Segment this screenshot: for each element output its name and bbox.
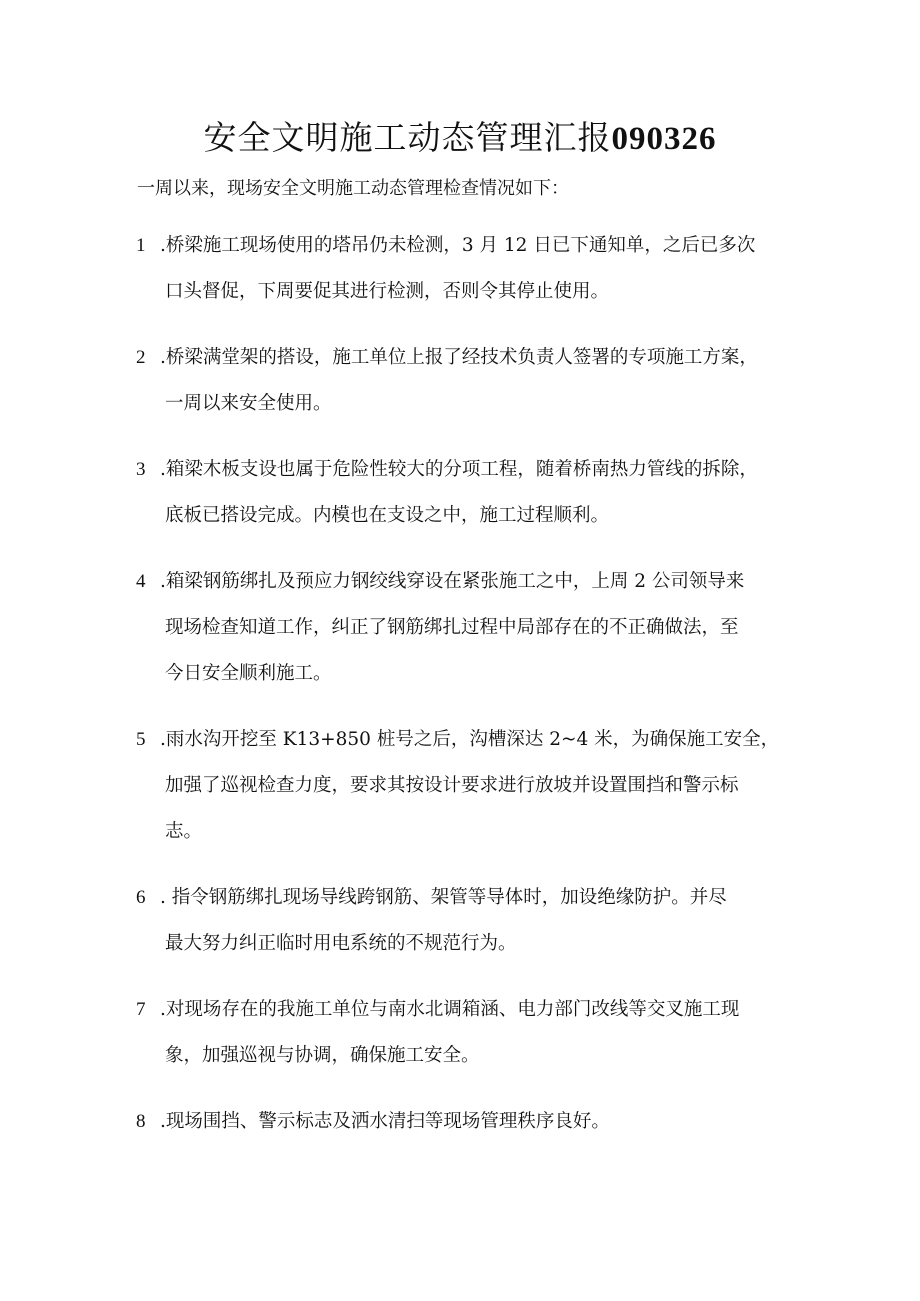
item-line: .箱梁木板支设也属于危险性较大的分项工程，随着桥南热力管线的拆除，	[160, 459, 758, 480]
item-line: 今日安全顺利施工。	[165, 663, 332, 684]
report-item	[0, 717, 920, 855]
report-item-list	[0, 223, 920, 1165]
item-number: 6	[136, 887, 146, 908]
intro-paragraph: 一周以来，现场安全文明施工动态管理检查情况如下：	[137, 178, 569, 199]
item-number: 8	[136, 1111, 146, 1132]
item-number: 5	[136, 729, 146, 750]
title-code: 090326	[611, 121, 717, 157]
report-item	[0, 1099, 920, 1145]
item-text	[160, 223, 790, 315]
report-item	[0, 987, 920, 1079]
item-text	[160, 875, 790, 967]
item-text	[160, 717, 790, 855]
item-text	[160, 335, 790, 427]
item-text	[160, 447, 790, 539]
report-item	[0, 223, 920, 315]
item-text	[160, 987, 790, 1079]
report-item	[0, 559, 920, 697]
item-line: 口头督促，下周要促其进行检测，否则令其停止使用。	[165, 281, 610, 302]
item-line: 最大努力纠正临时用电系统的不规范行为。	[165, 933, 517, 954]
item-number: 1	[136, 235, 146, 256]
report-item	[0, 447, 920, 539]
item-line: .现场围挡、警示标志及洒水清扫等现场管理秩序良好。	[160, 1111, 610, 1132]
item-line: 一周以来安全使用。	[165, 393, 332, 414]
item-line: 加强了巡视检查力度，要求其按设计要求进行放坡并设置围挡和警示标	[165, 775, 739, 796]
item-line: 现场检查知道工作，纠正了钢筋绑扎过程中局部存在的不正确做法，至	[165, 617, 739, 638]
item-line: . 指令钢筋绑扎现场导线跨钢筋、架管等导体时，加设绝缘防护。并尽	[160, 887, 727, 908]
item-line: .桥梁满堂架的搭设，施工单位上报了经技术负责人签署的专项施工方案，	[160, 347, 758, 368]
item-line: 底板已搭设完成。内模也在支设之中，施工过程顺利。	[165, 505, 610, 526]
item-text	[160, 1099, 790, 1145]
item-line: .箱梁钢筋绑扎及预应力钢绞线穿设在紧张施工之中，上周 2 公司领导来	[160, 571, 745, 592]
report-item	[0, 875, 920, 967]
item-line: 志。	[165, 821, 203, 842]
document-title	[0, 113, 920, 164]
item-text	[160, 559, 790, 697]
item-number: 4	[136, 571, 146, 592]
item-line: 象，加强巡视与协调，确保施工安全。	[165, 1045, 480, 1066]
item-line: .对现场存在的我施工单位与南水北调箱涵、电力部门改线等交叉施工现	[160, 999, 740, 1020]
item-line: .桥梁施工现场使用的塔吊仍未检测，3 月 12 日已下通知单，之后已多次	[160, 235, 756, 256]
item-number: 7	[136, 999, 146, 1020]
item-number: 2	[136, 347, 146, 368]
report-item	[0, 335, 920, 427]
item-line: .雨水沟开挖至 K13+850 桩号之后，沟槽深达 2~4 米，为确保施工安全，	[160, 729, 780, 750]
title-text: 安全文明施工动态管理汇报	[203, 118, 612, 157]
item-number: 3	[136, 459, 146, 480]
